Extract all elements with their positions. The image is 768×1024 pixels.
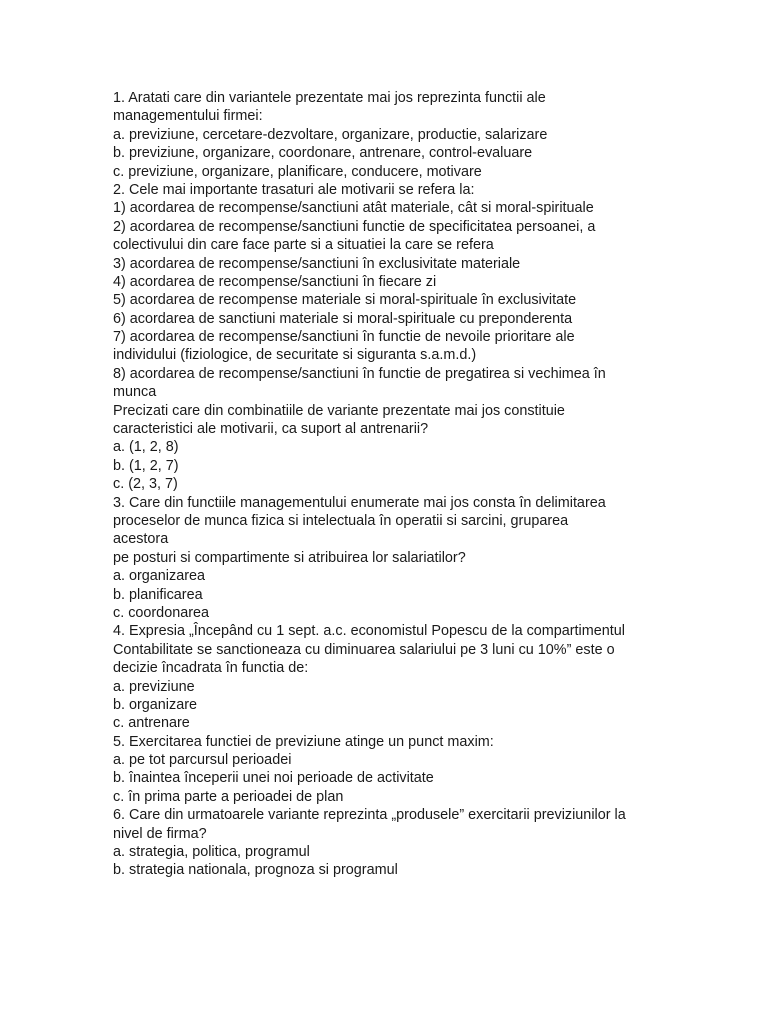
text-line: colectivului din care face parte si a situatiei la care se refera	[113, 237, 494, 254]
text-line: nivel de firma?	[113, 825, 207, 842]
text-line: 2. Cele mai importante trasaturi ale motivarii se refera la:	[113, 181, 475, 198]
text-line: 1. Aratati care din variantele prezentate mai jos reprezinta functii ale	[113, 90, 546, 106]
text-line: a. previziune, cercetare-dezvoltare, organizare, productie, salarizare	[113, 126, 548, 143]
text-line: 8) acordarea de recompense/sanctiuni în functie de pregatirea si vechimea în	[113, 365, 606, 382]
text-line: 1) acordarea de recompense/sanctiuni atât materiale, cât si moral-spirituale	[113, 200, 594, 217]
text-line: b. previziune, organizare, coordonare, antrenare, control-evaluare	[113, 145, 533, 162]
text-line: Contabilitate se sanctioneaza cu diminuarea salariului pe 3 luni cu 10%” este o	[113, 641, 615, 658]
text-line: 3. Care din functiile managementului enumerate mai jos consta în delimitarea	[113, 494, 606, 511]
text-line: 5) acordarea de recompense materiale si moral-spirituale în exclusivitate	[113, 292, 577, 309]
text-line: acestora	[113, 531, 169, 548]
text-line: 4) acordarea de recompense/sanctiuni în fiecare zi	[113, 273, 437, 290]
text-line: proceselor de munca fizica si intelectuala în operatii si sarcini, gruparea	[113, 512, 569, 529]
text-line: Precizati care din combinatiile de variante prezentate mai jos constituie	[113, 402, 565, 419]
text-line: 4. Expresia „Începând cu 1 sept. a.c. economistul Popescu de la compartimentul	[113, 623, 625, 640]
text-line: 6. Care din urmatoarele variante reprezinta „produsele” exercitarii previziunilor la	[113, 807, 626, 824]
document-text	[113, 89, 673, 880]
text-line: caracteristici ale motivarii, ca suport al antrenarii?	[113, 421, 429, 438]
text-line: c. antrenare	[113, 715, 190, 732]
text-line: c. coordonarea	[113, 604, 209, 621]
text-line: c. (2, 3, 7)	[113, 476, 178, 493]
text-line: a. previziune	[113, 678, 195, 695]
text-line: c. previziune, organizare, planificare, conducere, motivare	[113, 163, 482, 180]
text-line: decizie încadrata în functia de:	[113, 660, 309, 677]
text-line: a. organizarea	[113, 568, 206, 585]
text-line: b. strategia nationala, prognoza si programul	[113, 862, 398, 879]
text-line: a. (1, 2, 8)	[113, 439, 179, 456]
text-line: c. în prima parte a perioadei de plan	[113, 788, 344, 805]
text-line: 3) acordarea de recompense/sanctiuni în exclusivitate materiale	[113, 255, 521, 272]
text-line: 2) acordarea de recompense/sanctiuni functie de specificitatea persoanei, a	[113, 218, 596, 235]
text-line: pe posturi si compartimente si atribuirea lor salariatilor?	[113, 549, 466, 566]
text-line: 5. Exercitarea functiei de previziune atinge un punct maxim:	[113, 733, 494, 750]
text-line: managementului firmei:	[113, 108, 263, 125]
text-line: 7) acordarea de recompense/sanctiuni în functie de nevoile prioritare ale	[113, 329, 575, 346]
text-line: b. înaintea începerii unei noi perioade de activitate	[113, 770, 434, 787]
text-line: b. planificarea	[113, 586, 203, 603]
text-line: individului (fiziologice, de securitate si siguranta s.a.m.d.)	[113, 347, 477, 364]
text-line: a. pe tot parcursul perioadei	[113, 752, 292, 769]
text-line: b. organizare	[113, 696, 197, 713]
text-line: b. (1, 2, 7)	[113, 457, 179, 474]
text-line: munca	[113, 384, 157, 401]
text-line: a. strategia, politica, programul	[113, 844, 310, 861]
text-line: 6) acordarea de sanctiuni materiale si moral-spirituale cu preponderenta	[113, 310, 573, 327]
